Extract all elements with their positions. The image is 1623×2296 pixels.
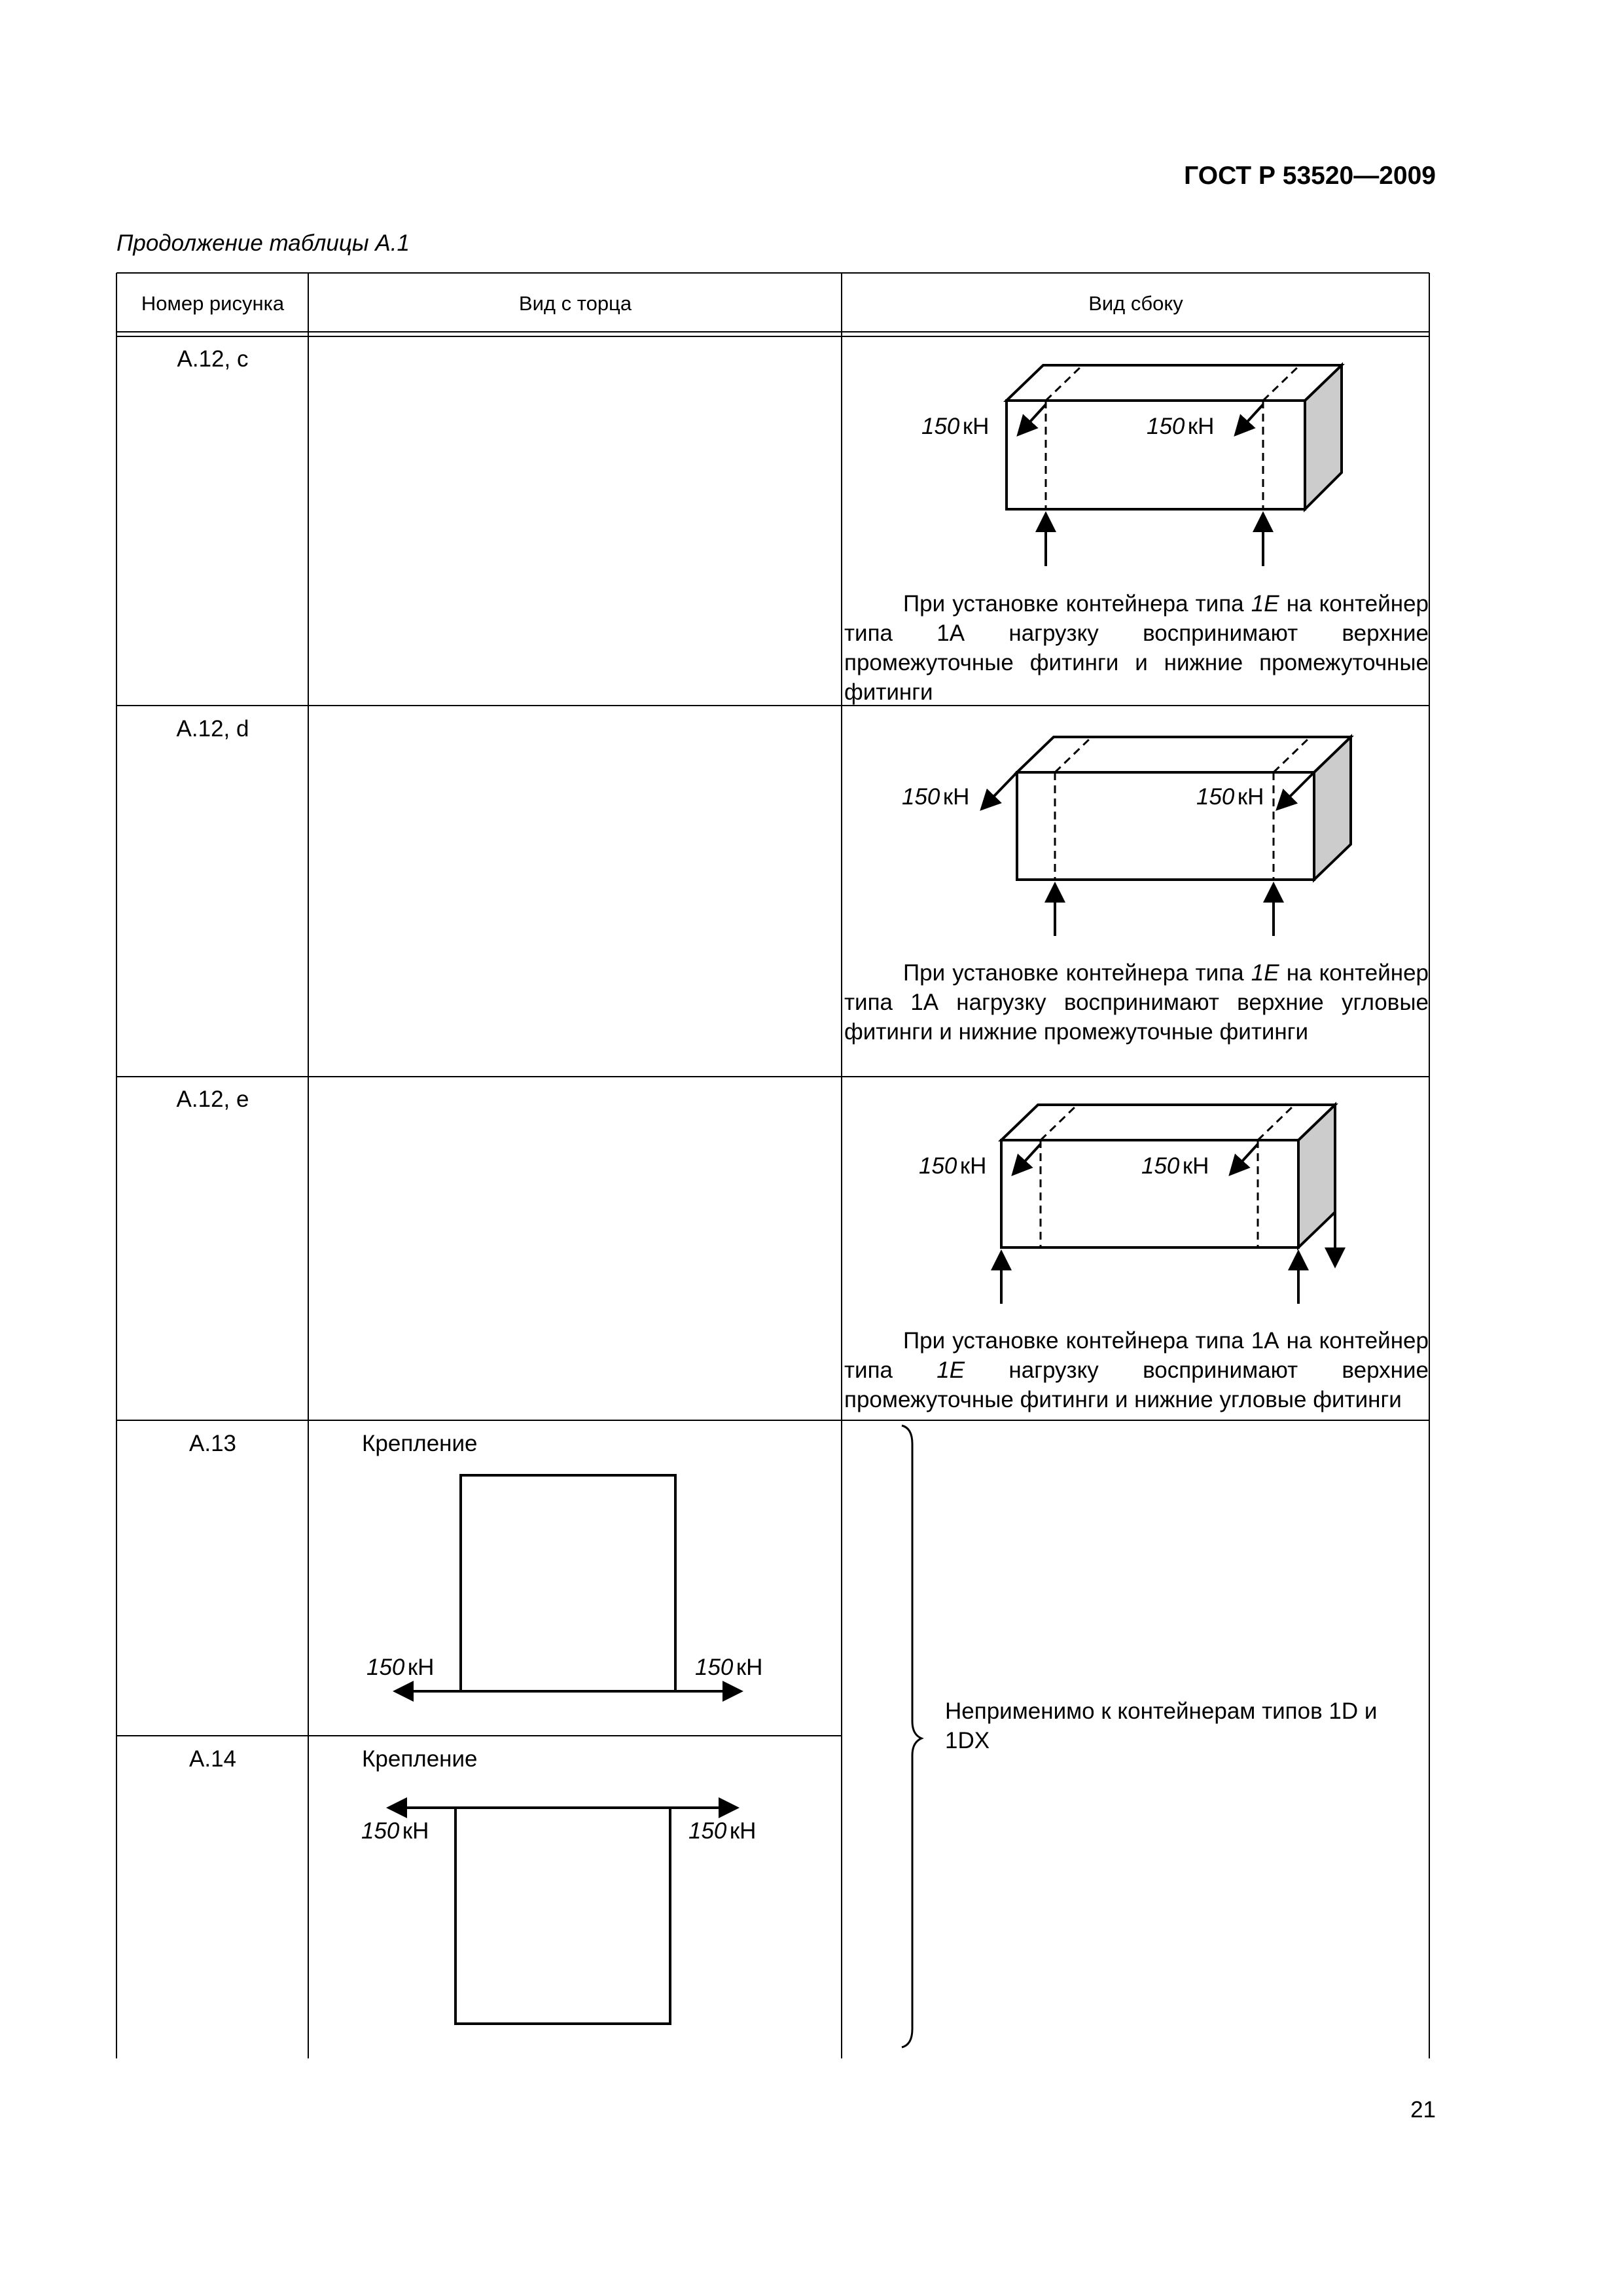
end-view-label-a14: Крепление	[362, 1746, 478, 1772]
page-number: 21	[1410, 2097, 1436, 2123]
force-label: 150 кН	[1196, 784, 1264, 810]
force-label: 150 кН	[366, 1655, 435, 1680]
end-view-label-a13: Крепление	[362, 1431, 478, 1456]
column-header-figure-number: Номер рисунка	[141, 292, 285, 315]
figure-number-a12d: А.12, d	[176, 716, 249, 742]
side-view-note-a13-a14: Неприменимо к контейнерам типов 1D и 1DX	[945, 1698, 1378, 1753]
figure-number-a12c: А.12, c	[177, 346, 249, 372]
force-label: 150 кН	[921, 414, 990, 439]
column-header-side-view: Вид сбоку	[1088, 292, 1183, 315]
figure-number-a13: А.13	[189, 1431, 236, 1456]
force-label: 150 кН	[1141, 1153, 1209, 1179]
force-label: 150 кН	[688, 1818, 757, 1844]
force-label: 150 кН	[1147, 414, 1215, 439]
force-label: 150 кН	[902, 784, 970, 810]
force-label: 150 кН	[361, 1818, 429, 1844]
caption-a12d: При установке контейнера типа 1E на контейнер типа 1А нагрузку воспринимают верхние угловые фитинги и нижние промежуточные фитинги	[844, 960, 1429, 1045]
figure-number-a14: А.14	[189, 1746, 236, 1772]
caption-a12c: При установке контейнера типа 1E на контейнер типа 1А нагрузку воспринимают верхние промежуточные фитинги и нижние промежуточные фитинги	[844, 591, 1429, 705]
column-header-end-view: Вид с торца	[518, 292, 632, 315]
document-code: ГОСТ Р 53520—2009	[1184, 162, 1436, 190]
force-label: 150 кН	[695, 1655, 763, 1680]
table-continuation-title: Продолжение таблицы А.1	[116, 230, 410, 256]
force-label: 150 кН	[919, 1153, 987, 1179]
caption-a12e: При установке контейнера типа 1А на контейнер типа 1E нагрузку воспринимают верхние промежуточные фитинги и нижние угловые фитинги	[844, 1328, 1429, 1412]
figure-number-a12e: А.12, e	[176, 1086, 249, 1112]
